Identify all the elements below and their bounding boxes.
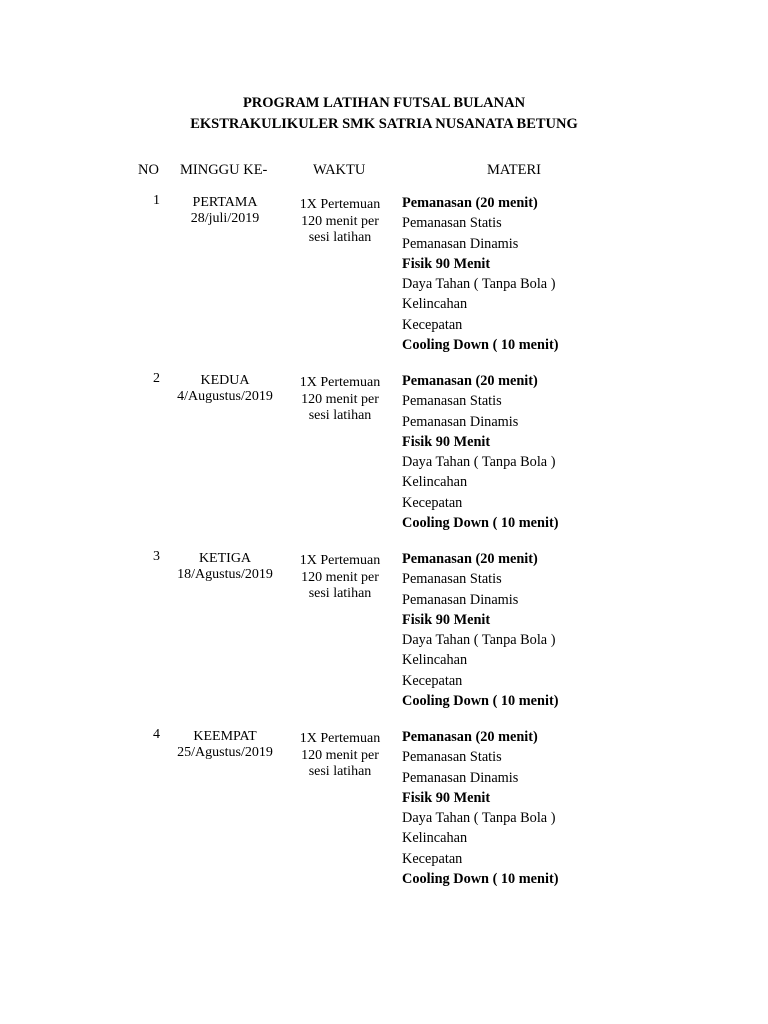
time-line: 1X Pertemuan (299, 731, 381, 746)
material-heading: Fisik 90 Menit (402, 255, 491, 272)
week-label: KEDUA (200, 373, 250, 388)
time-cell (290, 731, 390, 781)
week-label: PERTAMA (192, 195, 258, 210)
week-cell (160, 195, 290, 227)
time-line: 1X Pertemuan (299, 375, 381, 390)
column-header-no: NO (138, 162, 159, 178)
week-label: KETIGA (198, 551, 252, 566)
time-line: 1X Pertemuan (299, 553, 381, 568)
row-number: 2 (153, 371, 160, 386)
week-cell (160, 729, 290, 761)
time-line: 120 menit per (301, 391, 379, 407)
material-heading: Pemanasan (20 menit) (402, 373, 538, 389)
material-cell (402, 371, 558, 533)
material-heading: Cooling Down ( 10 menit) (402, 515, 559, 532)
material-item: Pemanasan Statis (402, 571, 502, 588)
material-item: Pemanasan Dinamis (402, 413, 519, 430)
row-number: 3 (153, 549, 160, 564)
material-item: Pemanasan Dinamis (402, 769, 519, 786)
table-row (0, 549, 768, 719)
time-line: sesi latihan (308, 408, 372, 423)
material-cell (402, 193, 558, 355)
material-heading: Pemanasan (20 menit) (402, 195, 538, 211)
column-header-minggu: MINGGU KE- (180, 162, 268, 178)
row-number: 1 (153, 193, 160, 208)
time-line: sesi latihan (308, 586, 372, 601)
material-item: Daya Tahan ( Tanpa Bola ) (402, 454, 556, 471)
row-number: 4 (153, 727, 160, 742)
week-date: 18/Agustus/2019 (177, 567, 273, 582)
time-line: sesi latihan (308, 764, 372, 779)
material-cell (402, 727, 558, 889)
material-item: Daya Tahan ( Tanpa Bola ) (402, 276, 556, 293)
material-item: Daya Tahan ( Tanpa Bola ) (402, 810, 556, 827)
material-item: Pemanasan Statis (402, 215, 502, 232)
week-date: 25/Agustus/2019 (177, 745, 273, 760)
material-item: Pemanasan Statis (402, 393, 502, 410)
material-heading: Cooling Down ( 10 menit) (402, 693, 559, 710)
time-line: 120 menit per (301, 569, 379, 585)
week-cell (160, 373, 290, 405)
material-item: Kecepatan (402, 494, 463, 511)
material-heading: Cooling Down ( 10 menit) (402, 871, 559, 888)
material-heading: Fisik 90 Menit (402, 611, 491, 628)
week-label: KEEMPAT (193, 729, 257, 744)
document-subtitle: EKSTRAKULIKULER SMK SATRIA NUSANATA BETUNG (190, 116, 578, 132)
time-cell (290, 375, 390, 425)
document-title: PROGRAM LATIHAN FUTSAL BULANAN (242, 95, 526, 111)
material-item: Daya Tahan ( Tanpa Bola ) (402, 632, 556, 649)
week-date: 28/juli/2019 (190, 211, 260, 226)
material-heading: Fisik 90 Menit (402, 433, 491, 450)
time-line: 120 menit per (301, 747, 379, 763)
material-heading: Pemanasan (20 menit) (402, 551, 538, 567)
material-heading: Cooling Down ( 10 menit) (402, 337, 559, 354)
material-heading: Pemanasan (20 menit) (402, 729, 538, 745)
table-row (0, 727, 768, 897)
material-item: Pemanasan Statis (402, 749, 502, 766)
column-header-waktu: WAKTU (313, 162, 366, 178)
table-row (0, 371, 768, 541)
time-line: sesi latihan (308, 230, 372, 245)
material-item: Kecepatan (402, 316, 463, 333)
material-item: Pemanasan Dinamis (402, 235, 519, 252)
column-header-materi: MATERI (487, 162, 541, 178)
material-item: Kelincahan (402, 652, 468, 669)
material-item: Pemanasan Dinamis (402, 591, 519, 608)
material-item: Kecepatan (402, 672, 463, 689)
table-row (0, 193, 768, 363)
week-cell (160, 551, 290, 583)
material-item: Kelincahan (402, 296, 468, 313)
time-cell (290, 553, 390, 603)
material-item: Kelincahan (402, 830, 468, 847)
time-line: 1X Pertemuan (299, 197, 381, 212)
material-item: Kecepatan (402, 850, 463, 867)
material-cell (402, 549, 558, 711)
material-heading: Fisik 90 Menit (402, 789, 491, 806)
time-line: 120 menit per (301, 213, 379, 229)
week-date: 4/Augustus/2019 (177, 389, 273, 404)
time-cell (290, 197, 390, 247)
material-item: Kelincahan (402, 474, 468, 491)
